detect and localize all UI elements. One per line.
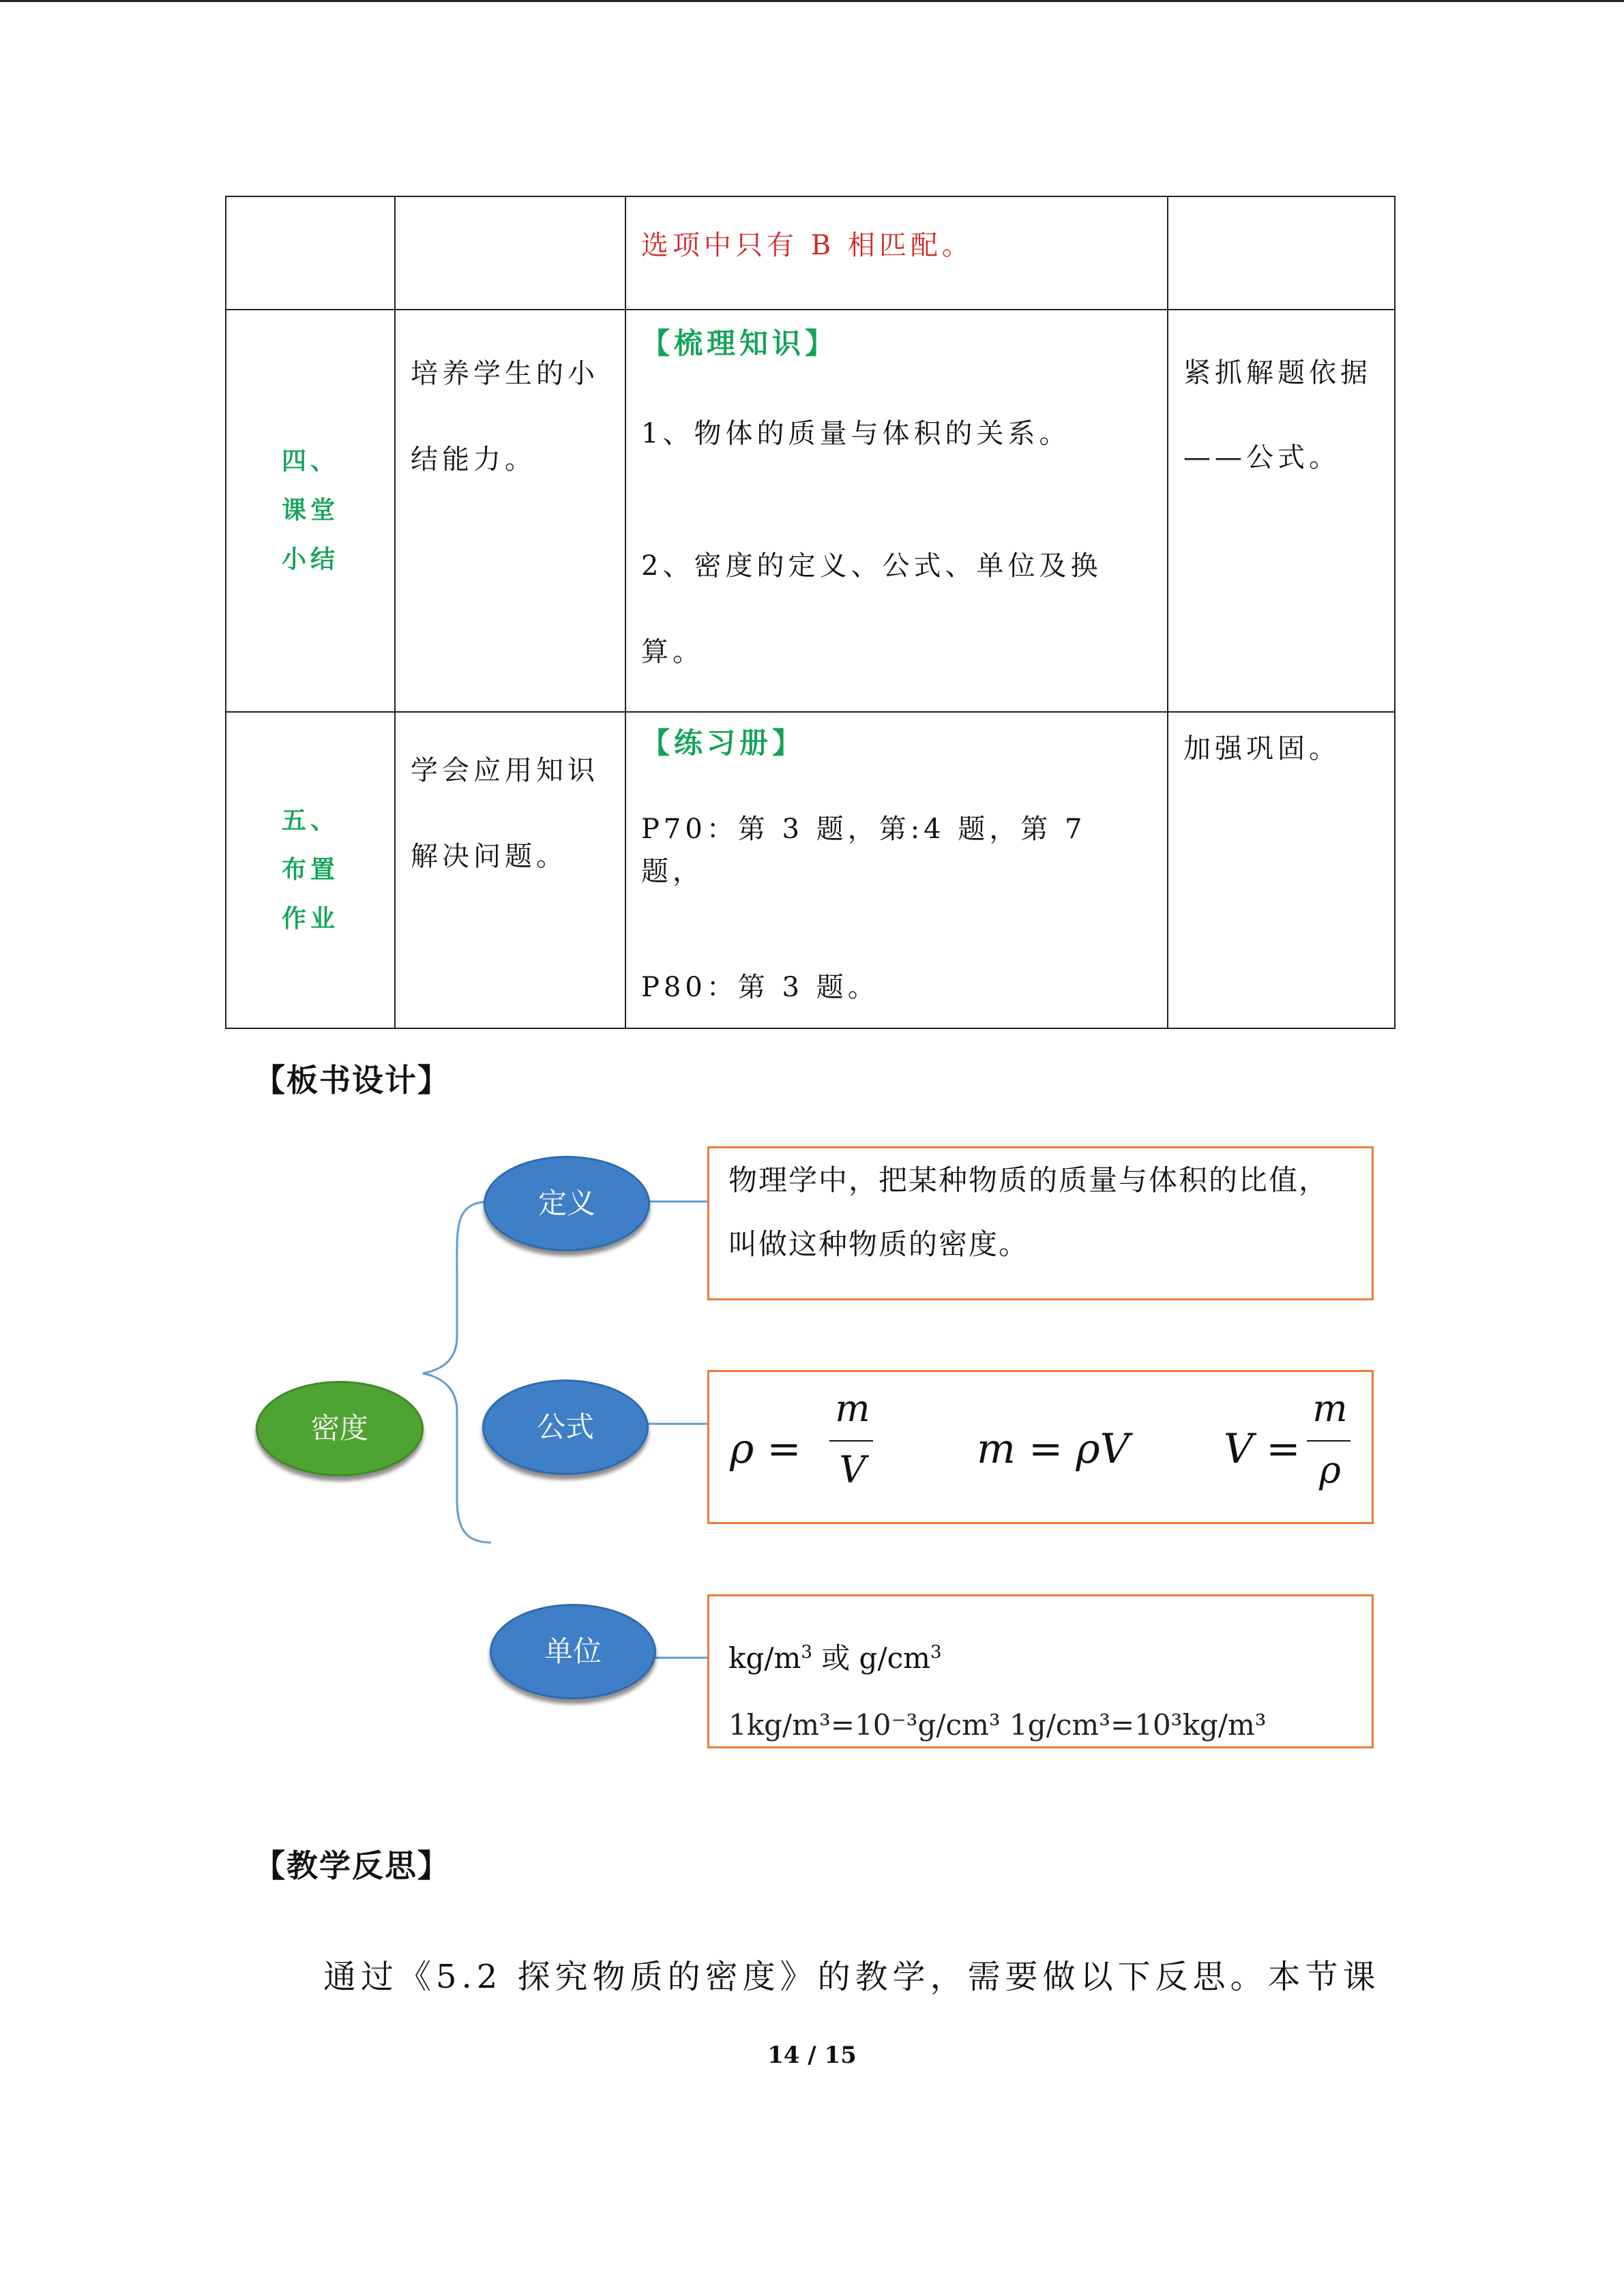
fraction-bar [1307,1440,1350,1442]
unit-line-1: $kg/m^3$ 或 $g/cm^3$ [728,1641,942,1675]
goal-text: 培养学生的小结能力。 [411,358,599,475]
board-heading: 【板书设计】 [254,1062,450,1099]
formula-numerator: m [835,1387,870,1430]
definition-text: 物理学中，把某种物质的质量与体积的比值，叫做这种物质的密度。 [728,1163,1329,1261]
content-heading: 【练习册】 [641,726,806,760]
page-number: 14 / 15 [767,2042,857,2069]
formula-rho: ρ = [730,1425,801,1473]
branch-node-formula: 公式 [482,1380,649,1475]
formula-mass: m = ρV [977,1425,1130,1473]
stage-label: 四、课堂小结 [281,447,339,573]
unit-box [707,1594,1374,1748]
definition-box [707,1146,1374,1300]
intent-text: 紧抓解题依据——公式。 [1183,357,1372,473]
formula-box [707,1370,1374,1524]
stage-label: 五、布置作业 [281,807,339,933]
formula-denominator: ρ [1319,1448,1341,1491]
center-node: 密度 [256,1381,424,1476]
branch-node-unit: 单位 [490,1604,656,1699]
content-line: 1、物体的质量与体积的关系。 [641,418,1071,449]
content-line: P80：第 3 题。 [641,972,879,1003]
content-heading: 【梳理知识】 [641,327,838,360]
fraction-bar [829,1440,873,1442]
goal-text: 学会应用知识解决问题。 [411,755,599,872]
formula-denominator: V [839,1448,866,1491]
reflection-heading: 【教学反思】 [254,1847,450,1884]
branch-node-definition: 定义 [484,1156,650,1251]
unit-line-2: 1kg/m³=10⁻³g/cm³ 1g/cm³=10³kg/m³ [728,1708,1267,1742]
formula-volume: V = [1224,1425,1301,1473]
content-line: 2、密度的定义、公式、单位及换算。 [641,550,1102,668]
content-text: 选项中只有 B 相匹配。 [641,230,973,261]
content-line: P70：第 3 题，第:4 题，第 7 题， [641,814,1087,887]
formula-numerator: m [1312,1387,1348,1430]
reflection-text: 通过《5.2 探究物质的密度》的教学，需要做以下反思。本节课 [323,1958,1381,1996]
intent-text: 加强巩固。 [1183,733,1340,764]
